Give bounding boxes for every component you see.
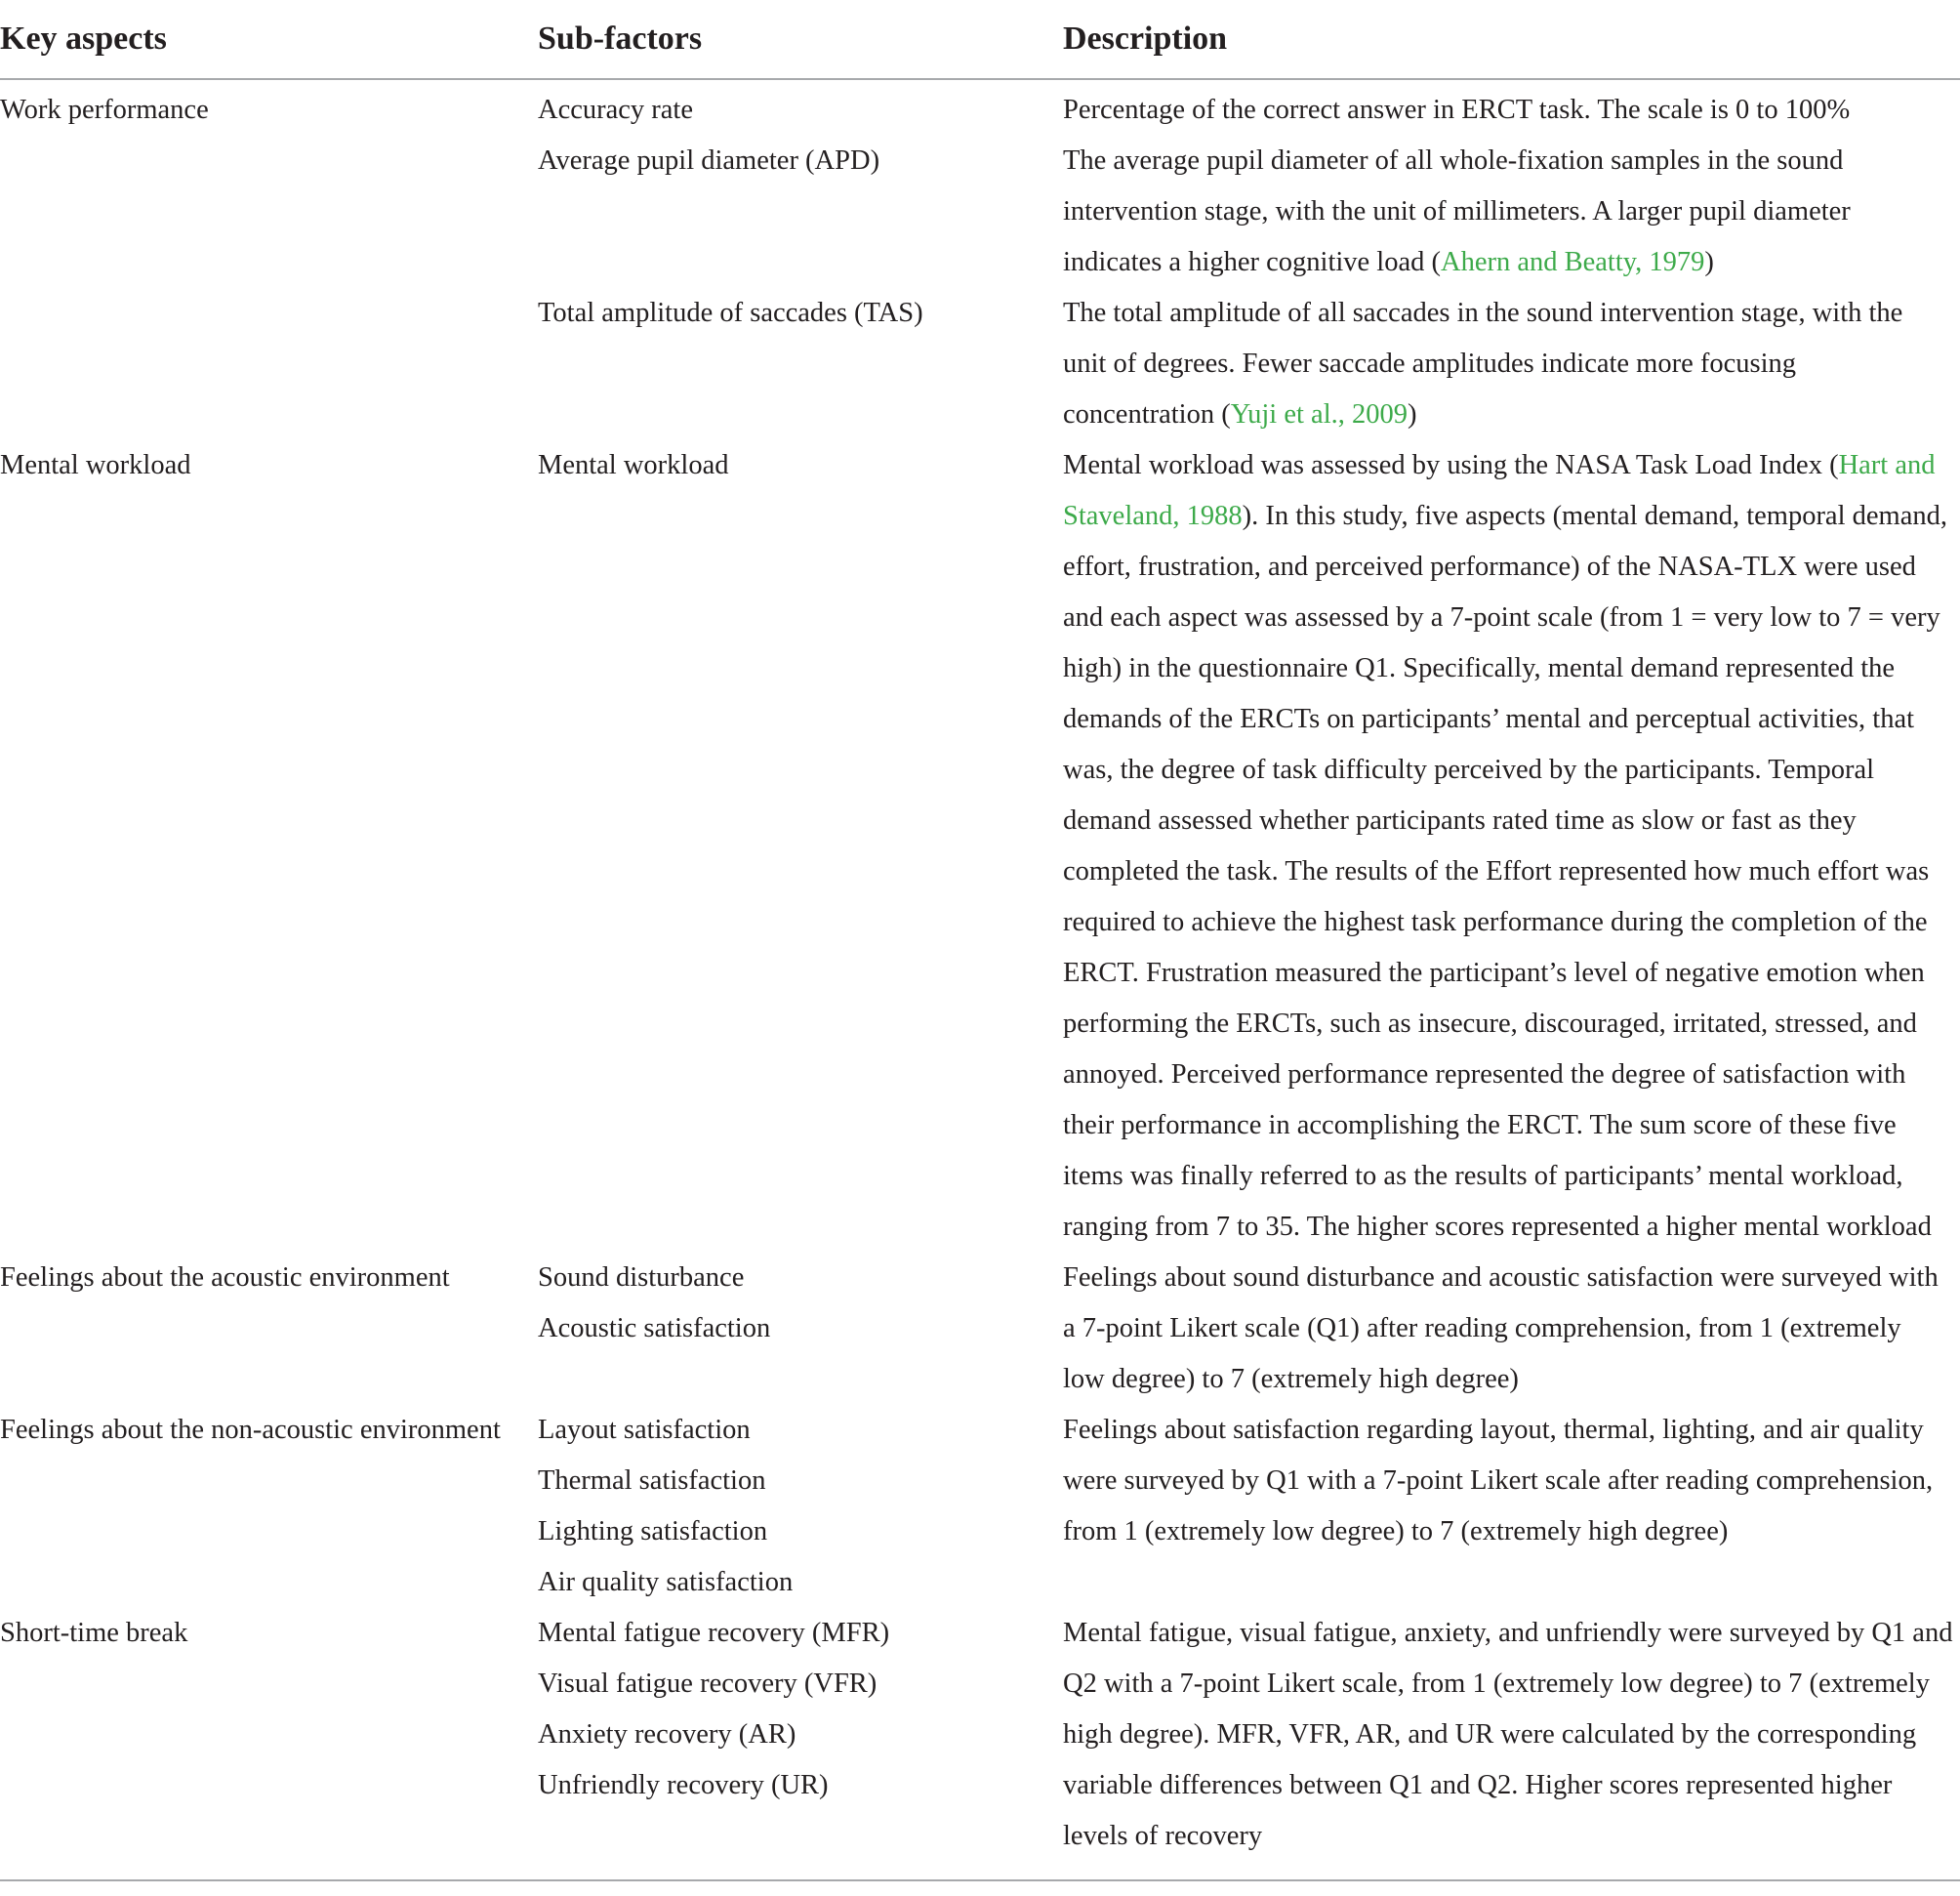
description-line — [1063, 390, 1960, 440]
description-line-spacer — [1063, 1557, 1960, 1608]
subfactors-cell — [538, 85, 1045, 339]
description-line: were surveyed by Q1 with a 7-point Likert scale after reading comprehension, — [1063, 1465, 1934, 1496]
description-line — [1063, 237, 1960, 288]
description-text: ) — [1408, 399, 1417, 430]
description-line: effort, frustration, and perceived performance) of the NASA-TLX were used — [1063, 552, 1916, 582]
table-row-short-time-break — [0, 1608, 1960, 1862]
description-line: The total amplitude of all saccades in the sound intervention stage, with the — [1063, 298, 1903, 328]
description-cell — [1063, 1405, 1960, 1608]
description-line — [1063, 491, 1960, 542]
description-line: Percentage of the correct answer in ERCT task. The scale is 0 to 100% — [1063, 95, 1851, 125]
subfactor: Layout satisfaction — [538, 1415, 751, 1445]
description-line: demands of the ERCTs on participants’ mental and perceptual activities, that — [1063, 704, 1915, 734]
subfactors-cell — [538, 1608, 1045, 1811]
description-line: annoyed. Perceived performance represented the degree of satisfaction with — [1063, 1059, 1906, 1090]
table-header — [0, 0, 1960, 80]
description-text: indicates a higher cognitive load ( — [1063, 247, 1441, 277]
description-line: levels of recovery — [1063, 1821, 1263, 1851]
subfactor: Air quality satisfaction — [538, 1567, 794, 1597]
description-line: high) in the questionnaire Q1. Specifically, mental demand represented the — [1063, 653, 1896, 683]
description-cell — [1063, 440, 1960, 1253]
aspect-cell: Feelings about the acoustic environment — [0, 1262, 450, 1293]
subfactors-cell — [538, 440, 1045, 491]
description-line: demand assessed whether participants rated time as slow or fast as they — [1063, 805, 1857, 836]
subfactor: Anxiety recovery (AR) — [538, 1719, 796, 1750]
table-body — [0, 80, 1960, 1881]
description-line: unit of degrees. Fewer saccade amplitudes indicate more focusing — [1063, 349, 1797, 379]
citation-link[interactable]: Ahern and Beatty, 1979 — [1441, 247, 1705, 277]
subfactor: Unfriendly recovery (UR) — [538, 1770, 829, 1800]
description-line: Feelings about sound disturbance and acoustic satisfaction were surveyed with — [1063, 1262, 1939, 1293]
description-text: ). In this study, five aspects (mental demand, temporal demand, — [1242, 501, 1947, 531]
header-sub-factors: Sub-factors — [538, 21, 703, 57]
table-row-acoustic-environment — [0, 1253, 1960, 1405]
description-cell — [1063, 1253, 1960, 1405]
subfactor: Thermal satisfaction — [538, 1465, 766, 1496]
description-line: performing the ERCTs, such as insecure, discouraged, irritated, stressed, and — [1063, 1009, 1917, 1039]
description-line: high degree). MFR, VFR, AR, and UR were calculated by the corresponding — [1063, 1719, 1917, 1750]
subfactor: Mental fatigue recovery (MFR) — [538, 1618, 890, 1648]
description-line: variable differences between Q1 and Q2. Higher scores represented higher — [1063, 1770, 1893, 1800]
table-row-work-performance — [0, 85, 1960, 440]
subfactor: Average pupil diameter (APD) — [538, 145, 880, 176]
description-line: required to achieve the highest task performance during the completion of the — [1063, 907, 1928, 937]
description-line: The average pupil diameter of all whole-fixation samples in the sound — [1063, 145, 1844, 176]
header-key-aspects: Key aspects — [0, 21, 167, 57]
table-row-non-acoustic-environment — [0, 1405, 1960, 1608]
aspect-cell: Mental workload — [0, 450, 191, 480]
subfactor-spacer — [538, 186, 1045, 237]
description-line: and each aspect was assessed by a 7-point scale (from 1 = very low to 7 = very — [1063, 602, 1940, 633]
description-line: from 1 (extremely low degree) to 7 (extremely high degree) — [1063, 1516, 1729, 1546]
table-row-mental-workload — [0, 440, 1960, 1253]
description-line: ranging from 7 to 35. The higher scores represented a higher mental workload — [1063, 1212, 1932, 1242]
subfactor: Lighting satisfaction — [538, 1516, 768, 1546]
subfactor: Acoustic satisfaction — [538, 1313, 771, 1343]
description-line: ERCT. Frustration measured the participant’s level of negative emotion when — [1063, 958, 1925, 988]
citation-link[interactable]: Staveland, 1988 — [1063, 501, 1243, 531]
subfactor: Total amplitude of saccades (TAS) — [538, 298, 923, 328]
description-text: Mental workload was assessed by using the NASA Task Load Index ( — [1063, 450, 1839, 480]
description-line: Feelings about satisfaction regarding layout, thermal, lighting, and air quality — [1063, 1415, 1924, 1445]
citation-link[interactable]: Hart and — [1838, 450, 1936, 480]
aspect-cell: Short-time break — [0, 1618, 188, 1648]
subfactor: Accuracy rate — [538, 95, 694, 125]
description-line: items was finally referred to as the results of participants’ mental workload, — [1063, 1161, 1903, 1191]
subfactor: Sound disturbance — [538, 1262, 745, 1293]
subfactors-cell — [538, 1405, 1045, 1608]
subfactor: Visual fatigue recovery (VFR) — [538, 1669, 878, 1699]
subfactor: Mental workload — [538, 450, 729, 480]
description-line: was, the degree of task difficulty perceived by the participants. Temporal — [1063, 755, 1875, 785]
description-line: a 7-point Likert scale (Q1) after reading comprehension, from 1 (extremely — [1063, 1313, 1901, 1343]
description-line — [1063, 440, 1960, 491]
description-cell — [1063, 1608, 1960, 1862]
citation-link[interactable]: Yuji et al., 2009 — [1230, 399, 1408, 430]
header-description: Description — [1063, 21, 1228, 57]
description-cell — [1063, 85, 1960, 440]
subfactors-cell — [538, 1253, 1045, 1354]
description-line: Q2 with a 7-point Likert scale, from 1 (extremely low degree) to 7 (extremely — [1063, 1669, 1930, 1699]
description-line: completed the task. The results of the Effort represented how much effort was — [1063, 856, 1930, 886]
description-line: Mental fatigue, visual fatigue, anxiety, and unfriendly were surveyed by Q1 and — [1063, 1618, 1953, 1648]
description-text: concentration ( — [1063, 399, 1231, 430]
subfactor-spacer — [538, 237, 1045, 288]
description-text: ) — [1704, 247, 1714, 277]
aspect-cell: Work performance — [0, 95, 209, 125]
description-line: low degree) to 7 (extremely high degree) — [1063, 1364, 1519, 1394]
description-line: intervention stage, with the unit of millimeters. A larger pupil diameter — [1063, 196, 1851, 227]
aspect-cell: Feelings about the non-acoustic environment — [0, 1415, 501, 1445]
description-line: their performance in accomplishing the ERCT. The sum score of these five — [1063, 1110, 1897, 1140]
